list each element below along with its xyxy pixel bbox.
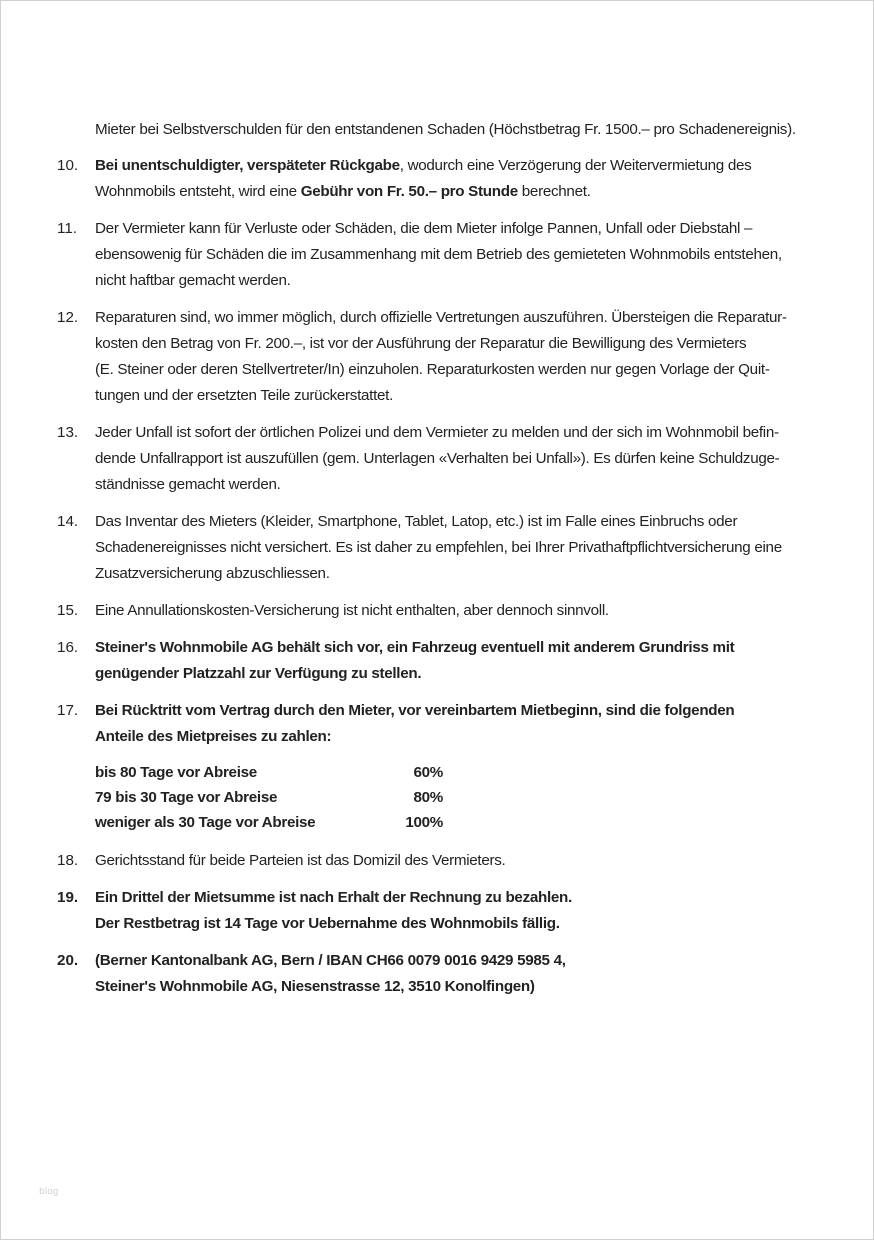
clause-line: Der Vermieter kann für Verluste oder Schäden, die dem Mieter infolge Pannen, Unfall oder Diebstahl –	[95, 220, 753, 237]
clause-16	[57, 635, 817, 687]
fee-percentage: 60%	[413, 764, 443, 781]
clause-11	[57, 216, 817, 294]
clause-number: 12.	[57, 309, 79, 326]
clause-number: 13.	[57, 424, 79, 441]
clause-line: Der Restbetrag ist 14 Tage vor Uebernahme des Wohnmobils fällig.	[95, 915, 560, 932]
continuation-text: Mieter bei Selbstverschulden für den entstandenen Schaden (Höchstbetrag Fr. 1500.– pro Schadenereignis).	[95, 121, 796, 138]
clause-line: Eine Annullationskosten-Versicherung ist nicht enthalten, aber dennoch sinnvoll.	[95, 602, 609, 619]
clause-line: Anteile des Mietpreises zu zahlen:	[95, 728, 332, 745]
fee-row	[95, 785, 817, 810]
clause-line: Steiner's Wohnmobile AG, Niesenstrasse 12, 3510 Konolfingen)	[95, 978, 535, 995]
clause-19	[57, 885, 817, 937]
clause-line: (Berner Kantonalbank AG, Bern / IBAN CH66 0079 0016 9429 5985 4,	[95, 952, 566, 969]
clause-line: Bei Rücktritt vom Vertrag durch den Mieter, vor vereinbartem Mietbeginn, sind die folgenden	[95, 702, 735, 719]
clause-12	[57, 305, 817, 409]
watermark-text: blog	[39, 1187, 59, 1197]
fee-period: 79 bis 30 Tage vor Abreise	[95, 789, 278, 806]
clause-line	[95, 153, 817, 179]
clause-line	[95, 179, 817, 205]
clause-text	[95, 305, 817, 409]
clause-17	[57, 698, 817, 837]
plain-phrase: berechnet.	[517, 183, 591, 200]
fee-row	[95, 810, 817, 835]
clause-number: 11.	[57, 220, 77, 237]
clause-line: dende Unfallrapport ist auszufüllen (gem. Unterlagen «Verhalten bei Unfall»). Es dürfen keine Schuldzuge-	[95, 450, 780, 467]
bold-phrase: Gebühr von Fr. 50.– pro Stunde	[300, 183, 518, 200]
plain-phrase: , wodurch eine Verzögerung der Weitervermietung des	[399, 157, 752, 174]
clause-text	[95, 509, 817, 587]
clause-line: ständnisse gemacht werden.	[95, 476, 281, 493]
clause-line: nicht haftbar gemacht werden.	[95, 272, 291, 289]
clause-line: (E. Steiner oder deren Stellvertreter/In) einzuholen. Reparaturkosten werden nur gegen Vorlage der Quit-	[95, 361, 770, 378]
clause-line: tungen und der ersetzten Teile zurückerstattet.	[95, 387, 393, 404]
fee-row	[95, 760, 817, 785]
bold-phrase: Bei unentschuldigter, verspäteter Rückgabe	[95, 157, 400, 174]
clause-number: 18.	[57, 852, 79, 869]
plain-phrase: Wohnmobils entsteht, wird eine	[95, 183, 301, 200]
clause-text	[95, 635, 817, 687]
clause-line: Steiner's Wohnmobile AG behält sich vor, ein Fahrzeug eventuell mit anderem Grundriss mit	[95, 639, 735, 656]
clause-text	[95, 948, 817, 1000]
clause-line: Reparaturen sind, wo immer möglich, durch offizielle Vertretungen auszuführen. Übersteigen die Reparatur-	[95, 309, 787, 326]
clause-13	[57, 420, 817, 498]
clause-line: kosten den Betrag von Fr. 200.–, ist vor der Ausführung der Reparatur die Bewilligung des Vermieters	[95, 335, 747, 352]
clause-15	[57, 598, 817, 624]
clause-line: Schadenereignisses nicht versichert. Es ist daher zu empfehlen, bei Ihrer Privathaftpflichtversicherung eine	[95, 539, 782, 556]
clause-number: 14.	[57, 513, 79, 530]
terms-content	[57, 117, 817, 1011]
clause-text	[95, 885, 817, 937]
clause-line: Das Inventar des Mieters (Kleider, Smartphone, Tablet, Latop, etc.) ist im Falle eines Einbruchs oder	[95, 513, 738, 530]
clause-text	[95, 153, 817, 205]
cancellation-fee-table	[95, 760, 817, 835]
fee-percentage: 80%	[413, 789, 443, 806]
clause-text	[95, 420, 817, 498]
fee-percentage: 100%	[405, 814, 443, 831]
clause-number: 10.	[57, 157, 79, 174]
clause-text	[95, 848, 817, 874]
clause-text	[95, 698, 817, 837]
clause-line: ebensowenig für Schäden die im Zusammenhang mit dem Betrieb des gemieteten Wohnmobils entstehen,	[95, 246, 782, 263]
clause-line: Zusatzversicherung abzuschliessen.	[95, 565, 330, 582]
clause-number: 19.	[57, 889, 79, 906]
clause-line: genügender Platzzahl zur Verfügung zu stellen.	[95, 665, 422, 682]
clause-line: Gerichtsstand für beide Parteien ist das Domizil des Vermieters.	[95, 852, 506, 869]
clause-number: 17.	[57, 702, 79, 719]
clause-line: Jeder Unfall ist sofort der örtlichen Polizei und dem Vermieter zu melden und der sich im Wohnmobil befin-	[95, 424, 779, 441]
clause-line: Ein Drittel der Mietsumme ist nach Erhalt der Rechnung zu bezahlen.	[95, 889, 572, 906]
clause-text	[95, 216, 817, 294]
clause-number: 15.	[57, 602, 79, 619]
clause-20	[57, 948, 817, 1000]
clause-18	[57, 848, 817, 874]
clause-text	[95, 598, 817, 624]
fee-period: weniger als 30 Tage vor Abreise	[95, 814, 316, 831]
clause-14	[57, 509, 817, 587]
clause-number: 16.	[57, 639, 79, 656]
fee-period: bis 80 Tage vor Abreise	[95, 764, 257, 781]
clause-10	[57, 153, 817, 205]
clause-number: 20.	[57, 952, 79, 969]
